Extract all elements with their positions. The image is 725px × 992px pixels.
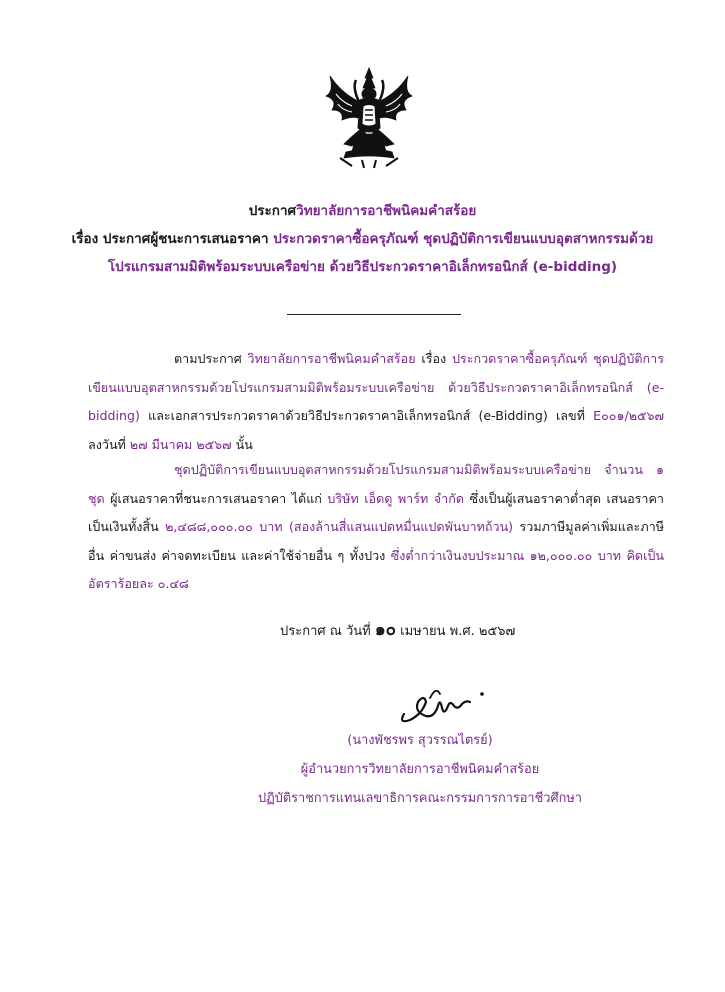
- subject-line-2: [40, 253, 685, 281]
- subject-text-2: โปรแกรมสามมิติพร้อมระบบเครือข่าย ด้วยวิธีประกวดราคาอิเล็กทรอนิกส์ (e-bidding): [107, 259, 618, 275]
- signer-acting-for: ปฏิบัติราชการแทนเลขาธิการคณะกรรมการการอาชีวศึกษา: [258, 791, 582, 806]
- p1-subject: ประกวดราคาซื้อครุภัณฑ์ ชุดปฏิบัติการเขียนแบบอุตสาหกรรมด้วยโปรแกรมสามมิติพร้อมระบบเครือข่าย ด้วยวิธีประกวดราคาอิเล็กทรอนิกส์ (e-bidding): [88, 351, 664, 423]
- divider-line: [287, 314, 461, 315]
- p1-document-number: E๐๐๑/๒๕๖๗: [593, 408, 664, 423]
- p1-text-b: เรื่อง: [415, 351, 452, 366]
- signer-name: (นางพัชรพร สุวรรณไตรย์): [347, 733, 493, 748]
- p1-text-a: ตามประกาศ: [174, 351, 248, 366]
- heading-organization: วิทยาลัยการอาชีพนิคมคำสร้อย: [296, 203, 477, 219]
- p2-text-c: รวมภาษีมูลค่าเพิ่มและภาษีอื่น ค่าขนส่ง ค่าจดทะเบียน และค่าใช้จ่ายอื่น ๆ ทั้งปวง: [88, 519, 664, 563]
- p1-organization: วิทยาลัยการอาชีพนิคมคำสร้อย: [247, 351, 416, 366]
- subject-prefix: เรื่อง ประกาศผู้ชนะการเสนอราคา: [71, 231, 274, 247]
- subject-text-1: ประกวดราคาซื้อครุภัณฑ์ ชุดปฏิบัติการเขียนแบบอุตสาหกรรมด้วย: [273, 231, 654, 247]
- announcement-heading: [40, 197, 685, 225]
- p1-document-date: ๒๗ มีนาคม ๒๕๖๗: [129, 436, 232, 452]
- announce-day: ๑๐: [374, 620, 397, 640]
- paragraph-reference: [88, 345, 664, 459]
- signer-position: ผู้อำนวยการวิทยาลัยการอาชีพนิคมคำสร้อย: [300, 762, 540, 777]
- handwritten-signature: [396, 680, 496, 726]
- announce-month-year: เมษายน พ.ศ. ๒๕๖๗: [396, 624, 516, 639]
- paragraph-winner: [88, 456, 664, 599]
- heading-prefix: ประกาศ: [248, 203, 297, 219]
- p2-winning-company: บริษัท เอ็ดดู พาร์ท จำกัด: [327, 490, 465, 506]
- announcement-date: [280, 616, 515, 646]
- p1-text-d: ลงวันที่: [88, 436, 130, 452]
- garuda-emblem-icon: [322, 66, 416, 170]
- p2-text-b: ซึ่งเป็นผู้เสนอราคาต่ำสุด เสนอราคาเป็นเงินทั้งสิ้น: [88, 490, 664, 534]
- p2-budget-comparison: ซึ่งต่ำกว่าเงินงบประมาณ ๑๒,๐๐๐.๐๐ บาท คิดเป็นอัตราร้อยละ ๐.๔๘: [88, 547, 665, 591]
- subject-line-1: [40, 225, 685, 253]
- p2-item: ชุดปฏิบัติการเขียนแบบอุตสาหกรรมด้วยโปรแกรมสามมิติพร้อมระบบเครือข่าย จำนวน ๑ ชุด: [88, 462, 664, 506]
- p1-text-c: และเอกสารประกวดราคาด้วยวิธีประกวดราคาอิเล็กทรอนิกส์ (e-Bidding) เลขที่: [139, 408, 594, 423]
- p1-text-e: นั้น: [231, 436, 253, 452]
- p2-bid-amount: ๒,๔๘๘,๐๐๐.๐๐ บาท (สองล้านสี่แสนแปดหมื่นแปดพันบาทถ้วน): [165, 519, 514, 534]
- p2-text-a: ผู้เสนอราคาที่ชนะการเสนอราคา ได้แก่: [104, 490, 328, 506]
- announce-prefix: ประกาศ ณ วันที่: [280, 624, 375, 639]
